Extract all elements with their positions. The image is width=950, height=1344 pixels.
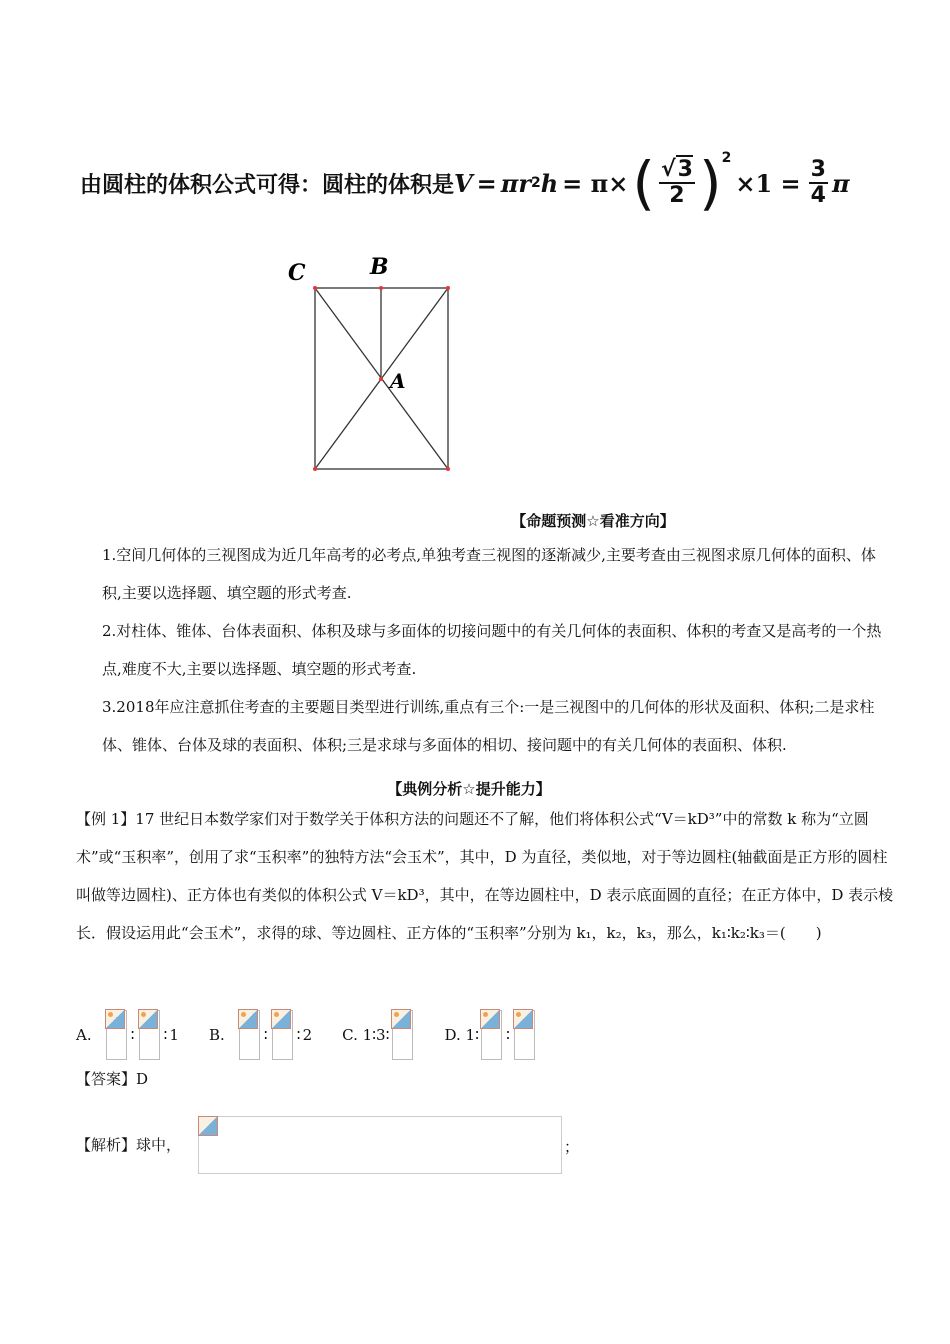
- option-a-tail: 1: [169, 1026, 179, 1044]
- point-b: [379, 286, 383, 290]
- volume-formula: [80, 148, 850, 218]
- frac-den-4: 4: [810, 183, 826, 208]
- rectangle-diagram: [280, 250, 480, 480]
- sqrt3-over-2: [659, 158, 695, 208]
- formula-times1: ×1 =: [735, 168, 801, 198]
- answer-line: 【答案】D: [76, 1070, 149, 1088]
- colon: ∶: [505, 1026, 510, 1044]
- option-d-label: D. 1∶: [444, 1026, 479, 1044]
- point-a: [379, 377, 383, 381]
- colon: ∶: [263, 1026, 268, 1044]
- option-c[interactable]: [342, 1010, 414, 1060]
- label-c: C: [288, 260, 306, 286]
- three-over-four: [809, 158, 828, 208]
- paragraph-3: 3.2018年应注意抓住考查的主要题目类型进行训练,重点有三个:一是三视图中的几何体的形状及面积、体积;二是求柱体、锥体、台体及球的表面积、体积;三是求球与多面体的相切、接问题中的有关几何体的表面积、体积.: [102, 698, 875, 754]
- option-d[interactable]: [445, 1010, 537, 1060]
- image-placeholder-icon: [481, 1010, 502, 1060]
- point-c: [313, 286, 317, 290]
- point-top-right: [446, 286, 450, 290]
- paragraph-2: 2.对柱体、锥体、台体表面积、体积及球与多面体的切接问题中的有关几何体的表面积、体积的考查又是高考的一个热点,难度不大,主要以选择题、填空题的形式考查.: [102, 622, 882, 678]
- image-placeholder-icon: [392, 1010, 413, 1060]
- formula-pi-r: πr: [500, 168, 531, 198]
- formula-v: V: [454, 168, 473, 198]
- paragraph-1: 1.空间几何体的三视图成为近几年高考的必考点,单独考查三视图的逐渐减少,主要考查由三视图求原几何体的面积、体积,主要以选择题、填空题的形式考查.: [102, 546, 876, 602]
- example-1-text: 【例 1】17 世纪日本数学家们对于数学关于体积方法的问题还不了解，他们将体积公式“V＝kD³”中的常数 k 称为“立圆术”或“玉积率”，创用了求“玉积率”的独特方法“会玉术”，其中，D 为直径，类似地，对于等边圆柱(轴截面是正方形的圆柱叫做等边圆柱)、正方体也有类似的体积公式 V＝kD³，其中，在等边圆柱中，D 表示底面圆的直径；在正方体中，D 表示棱长．假设运用此“会玉术”，求得的球、等边圆柱、正方体的“玉积率”分别为 k₁，k₂，k₃，那么，k₁∶k₂∶k₃＝( ): [76, 810, 894, 942]
- image-placeholder-icon: [239, 1010, 260, 1060]
- paren-power: 2: [721, 150, 732, 166]
- left-paren: (: [632, 149, 655, 217]
- option-a[interactable]: [76, 1010, 179, 1060]
- broken-image-icon: [198, 1116, 218, 1136]
- right-paren: ): [698, 149, 722, 217]
- option-b[interactable]: [209, 1010, 312, 1060]
- frac-num: √3: [659, 158, 695, 184]
- frac-num-3: 3: [809, 158, 828, 184]
- image-placeholder-icon: [514, 1010, 535, 1060]
- frac-den: 2: [669, 183, 685, 208]
- answer-options: [76, 1010, 567, 1060]
- formula-eq1: =: [476, 168, 497, 198]
- section-title-prediction: 【命题预测☆看准方向】: [511, 512, 675, 530]
- option-c-label: C. 1∶3∶: [342, 1026, 390, 1044]
- label-a: A: [390, 369, 406, 393]
- colon: ∶: [296, 1026, 301, 1044]
- colon: ∶: [130, 1026, 135, 1044]
- point-bottom-right: [446, 467, 450, 471]
- section-title-examples: 【典例分析☆提升能力】: [387, 780, 551, 798]
- label-b: B: [370, 254, 389, 280]
- semicolon: ；: [564, 1138, 580, 1156]
- option-a-label: A.: [76, 1026, 92, 1044]
- image-placeholder-icon: [272, 1010, 293, 1060]
- option-b-label: B.: [208, 1026, 225, 1044]
- analysis-line: 【解析】球中，: [76, 1136, 182, 1154]
- image-placeholder-icon: [106, 1010, 127, 1060]
- image-placeholder-icon: [139, 1010, 160, 1060]
- analysis-image-placeholder: [198, 1116, 562, 1174]
- colon: ∶: [163, 1026, 168, 1044]
- formula-pi: π: [831, 168, 850, 198]
- formula-prefix: 由圆柱的体积公式可得：圆柱的体积是: [80, 172, 455, 198]
- formula-square: 2: [530, 175, 541, 191]
- option-b-tail: 2: [302, 1026, 313, 1044]
- formula-h: h: [540, 168, 559, 198]
- point-bottom-left: [313, 467, 317, 471]
- formula-eq2: = π×: [562, 168, 629, 198]
